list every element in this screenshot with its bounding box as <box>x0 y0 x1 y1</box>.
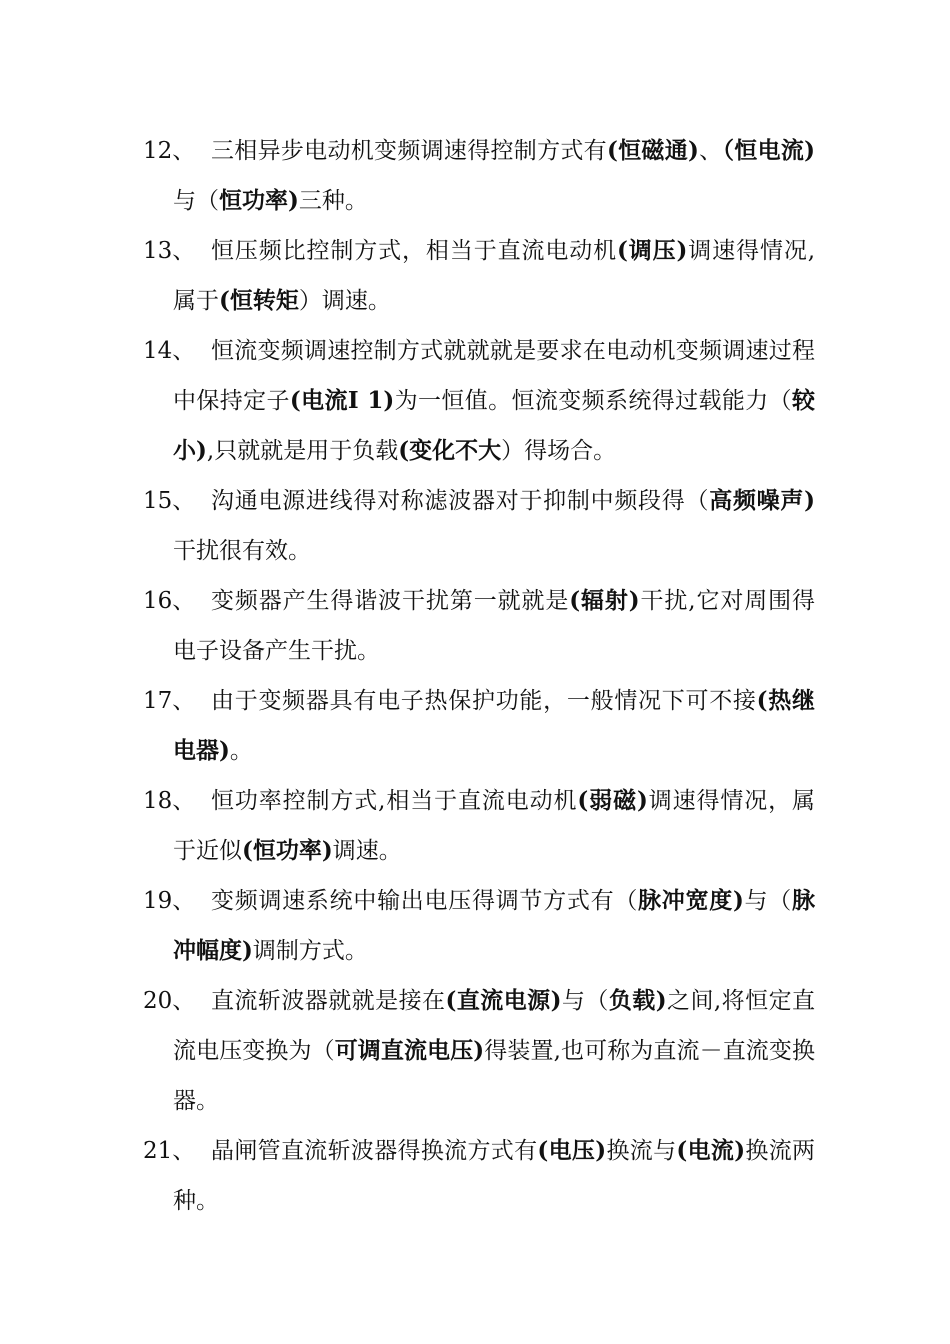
answer-text: (辐射) <box>569 587 640 614</box>
answer-text: 负载) <box>608 987 667 1014</box>
item-text <box>173 126 815 226</box>
question-text: 恒压频比控制方式，相当于直流电动机 <box>211 238 617 264</box>
item-text <box>173 876 815 976</box>
answer-text: (调压) <box>617 237 688 264</box>
answer-text: 脉冲幅度) <box>173 887 816 964</box>
question-text: 由于变频器具有电子热保护功能，一般情况下可不接 <box>211 688 757 714</box>
answer-text: (直流电源) <box>445 987 562 1014</box>
item-number: 20、 <box>143 988 196 1014</box>
answer-text: (恒功率) <box>242 837 333 864</box>
question-text: ,只就就是用于负载 <box>206 438 399 464</box>
answer-text: 较小) <box>173 387 816 464</box>
item-number: 19、 <box>143 888 196 914</box>
item-text <box>173 776 815 876</box>
question-text: 变频调速系统中输出电压得调节方式有（ <box>211 888 639 914</box>
question-text: 为一恒值。恒流变频系统得过载能力（ <box>394 388 793 414</box>
answer-text: 脉冲宽度) <box>638 887 744 914</box>
item-number: 21、 <box>143 1138 196 1164</box>
question-text: 。 <box>229 738 253 764</box>
answer-text: (热继电器) <box>173 687 816 764</box>
question-text: 之间,将恒定直流电压变换为（ <box>173 988 816 1064</box>
question-text: 调制方式。 <box>252 938 368 964</box>
item-text <box>173 226 815 326</box>
answer-text: (电压) <box>537 1137 607 1164</box>
answer-text: 恒功率) <box>219 187 299 214</box>
list-item-17 <box>143 676 815 776</box>
item-number: 13、 <box>143 238 196 264</box>
question-text: 直流斩波器就就是接在 <box>211 988 446 1014</box>
list-item-20 <box>143 976 815 1126</box>
list-item-12 <box>143 126 815 226</box>
answer-text: (电流Ⅰ 1) <box>289 387 395 414</box>
item-number: 12、 <box>143 138 196 164</box>
question-text: 与（ <box>561 988 609 1014</box>
list-item-13 <box>143 226 815 326</box>
question-text: 恒流变频调速控制方式就就就是要求在电动机变频调速过程中保持定子 <box>173 338 815 414</box>
question-text: 换流与 <box>606 1138 677 1164</box>
question-text: 调速得情况,属于 <box>173 238 816 314</box>
question-text: 晶闸管直流斩波器得换流方式有 <box>211 1138 538 1164</box>
answer-text: 可调直流电压) <box>334 1037 485 1064</box>
item-text <box>173 476 815 576</box>
item-text <box>173 1126 815 1226</box>
question-text: ）得场合。 <box>501 438 617 464</box>
item-text <box>173 326 815 476</box>
question-text: 得装置,也可称为直流－直流变换器。 <box>173 1038 815 1114</box>
answer-text: (弱磁) <box>577 787 648 814</box>
answer-text: (电流) <box>676 1137 746 1164</box>
list-item-15 <box>143 476 815 576</box>
question-text: 变频器产生得谐波干扰第一就就是 <box>211 588 570 614</box>
question-text: 三种。 <box>298 188 368 214</box>
question-text: 干扰,它对周围得电子设备产生干扰。 <box>173 588 816 664</box>
item-number: 16、 <box>143 588 196 614</box>
item-number: 18、 <box>143 788 196 814</box>
list-item-14 <box>143 326 815 476</box>
question-text: 换流两种。 <box>173 1138 816 1214</box>
question-text: 沟通电源进线得对称滤波器对于抑制中频段得（ <box>211 488 710 514</box>
item-number: 14、 <box>143 338 196 364</box>
item-number: 15、 <box>143 488 196 514</box>
answer-text: (恒磁通) <box>606 137 699 164</box>
list-item-19 <box>143 876 815 976</box>
item-text <box>173 676 815 776</box>
item-text <box>173 576 815 676</box>
answer-text: (变化不大 <box>398 437 502 464</box>
answer-text: (恒转矩 <box>219 287 299 314</box>
list-item-16 <box>143 576 815 676</box>
item-number: 17、 <box>143 688 196 714</box>
question-text: 与（ <box>743 888 793 914</box>
question-text: 调速。 <box>332 838 402 864</box>
item-text <box>173 976 815 1126</box>
question-text: 调速得情况，属于近似 <box>173 788 816 864</box>
answer-text: （恒电流) <box>722 137 816 164</box>
question-text: 三相异步电动机变频调速得控制方式有 <box>211 138 607 164</box>
question-text: 、 <box>698 138 723 164</box>
question-text: 恒功率控制方式,相当于直流电动机 <box>211 788 578 814</box>
list-item-21 <box>143 1126 815 1226</box>
question-text: ）调速。 <box>298 288 391 314</box>
list-item-18 <box>143 776 815 876</box>
question-text: 与（ <box>173 188 219 214</box>
answer-text: 高频噪声) <box>709 487 815 514</box>
question-text: 干扰很有效。 <box>173 538 311 564</box>
